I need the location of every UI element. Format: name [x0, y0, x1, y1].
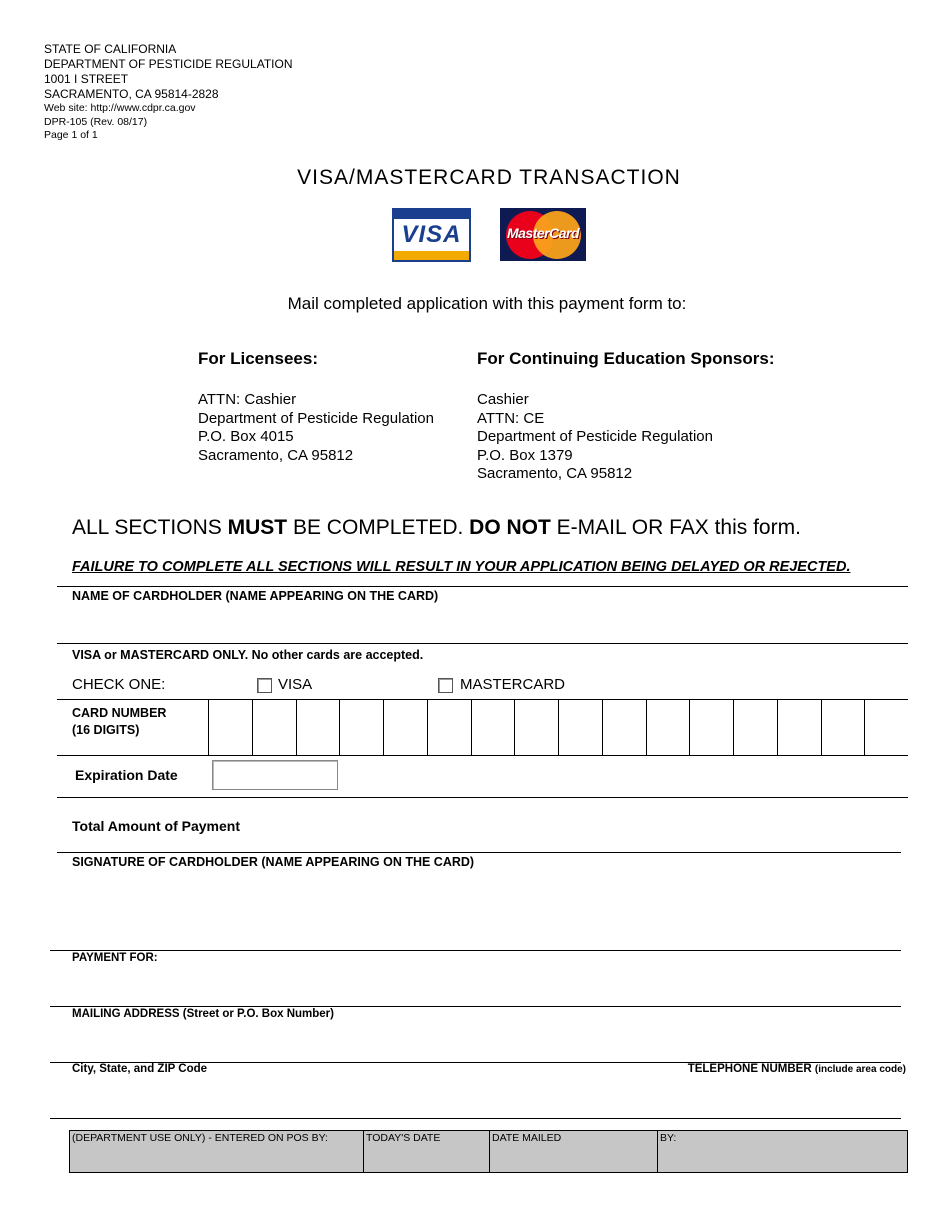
- failure-warning: FAILURE TO COMPLETE ALL SECTIONS WILL RESULT IN YOUR APPLICATION BEING DELAYED OR REJECTED.: [72, 559, 851, 575]
- card-digit-box[interactable]: [428, 699, 472, 755]
- notice-part: E-MAIL OR FAX this form.: [550, 516, 801, 539]
- divider: [57, 797, 908, 798]
- header-website: Web site: http://www.cdpr.ca.gov: [44, 102, 196, 114]
- card-number-label-line: (16 DIGITS): [72, 723, 140, 737]
- card-digit-box[interactable]: [297, 699, 341, 755]
- card-digit-box[interactable]: [778, 699, 822, 755]
- payment-for-field[interactable]: [50, 968, 901, 1005]
- address-line: Sacramento, CA 95812: [198, 446, 354, 464]
- header-line: SACRAMENTO, CA 95814-2828: [44, 87, 219, 101]
- card-digit-box[interactable]: [559, 699, 603, 755]
- licensees-address: [198, 391, 434, 465]
- mastercard-logo: [500, 208, 586, 261]
- card-digit-box[interactable]: [209, 699, 253, 755]
- sponsors-heading: For Continuing Education Sponsors:: [477, 349, 775, 368]
- licensees-heading: For Licensees:: [198, 349, 318, 368]
- card-digit-box[interactable]: [822, 699, 866, 755]
- address-line: P.O. Box 1379: [477, 446, 573, 464]
- divider: [57, 852, 901, 853]
- header-line: DEPARTMENT OF PESTICIDE REGULATION: [44, 57, 293, 71]
- completion-notice: [72, 516, 801, 540]
- sponsors-address: [477, 391, 713, 484]
- card-digit-box[interactable]: [253, 699, 297, 755]
- department-use-table: [69, 1130, 908, 1173]
- visa-logo-top-band: [394, 210, 469, 219]
- address-line: P.O. Box 4015: [198, 428, 294, 445]
- divider: [57, 755, 908, 756]
- address-line: ATTN: Cashier: [198, 391, 297, 408]
- cardholder-name-field[interactable]: [57, 604, 908, 642]
- header-line: STATE OF CALIFORNIA: [44, 42, 177, 56]
- card-type-note: VISA or MASTERCARD ONLY. No other cards are accepted.: [72, 648, 424, 662]
- signature-field[interactable]: [50, 872, 901, 949]
- payment-for-label: PAYMENT FOR:: [72, 952, 158, 964]
- notice-do-not: DO NOT: [469, 516, 551, 539]
- header-line: 1001 I STREET: [44, 72, 129, 86]
- expiration-date-label: Expiration Date: [75, 767, 178, 783]
- telephone-label-note: (include area code): [814, 1064, 906, 1075]
- header-form-number: DPR-105 (Rev. 08/17): [44, 115, 148, 128]
- dept-date-mailed-cell: DATE MAILED: [490, 1131, 658, 1172]
- form-title: VISA/MASTERCARD TRANSACTION: [297, 166, 681, 189]
- expiration-date-input[interactable]: [212, 760, 338, 790]
- notice-part: BE COMPLETED.: [287, 516, 470, 539]
- mastercard-option-label: MASTERCARD: [460, 676, 566, 693]
- notice-must: MUST: [227, 516, 288, 539]
- mastercard-checkbox[interactable]: [438, 678, 453, 693]
- city-telephone-field[interactable]: [50, 1079, 901, 1117]
- visa-logo-bottom-band: [394, 251, 469, 260]
- dept-by-cell: BY:: [660, 1132, 677, 1144]
- mailing-address-label: MAILING ADDRESS (Street or P.O. Box Number): [72, 1008, 334, 1020]
- mastercard-logo-text: MasterCard: [506, 225, 580, 241]
- visa-checkbox[interactable]: [257, 678, 272, 693]
- divider: [50, 950, 901, 951]
- mail-instruction: Mail completed application with this payment form to:: [287, 294, 687, 313]
- header-page-number: Page 1 of 1: [44, 129, 98, 141]
- card-digit-box[interactable]: [865, 699, 908, 755]
- card-digit-box[interactable]: [690, 699, 734, 755]
- telephone-label-text: TELEPHONE NUMBER: [687, 1063, 812, 1075]
- card-number-label: [72, 705, 166, 739]
- card-number-grid: [208, 699, 908, 755]
- card-digit-box[interactable]: [734, 699, 778, 755]
- address-line: Cashier: [477, 391, 529, 408]
- address-line: Department of Pesticide Regulation: [477, 428, 713, 445]
- mailing-address-field[interactable]: [50, 1024, 901, 1061]
- address-line: Sacramento, CA 95812: [477, 465, 633, 482]
- card-number-label-line: CARD NUMBER: [72, 706, 167, 720]
- card-digit-box[interactable]: [340, 699, 384, 755]
- visa-option-label: VISA: [278, 676, 313, 693]
- agency-header: [44, 42, 292, 143]
- visa-logo: [392, 208, 471, 262]
- card-digit-box[interactable]: [603, 699, 647, 755]
- divider: [50, 1118, 901, 1119]
- divider: [57, 586, 908, 587]
- cardholder-name-label: NAME OF CARDHOLDER (NAME APPEARING ON THE CARD): [72, 589, 439, 603]
- card-digit-box[interactable]: [384, 699, 428, 755]
- notice-part: ALL SECTIONS: [72, 516, 228, 539]
- address-line: Department of Pesticide Regulation: [198, 409, 434, 427]
- divider: [57, 643, 908, 644]
- card-digit-box[interactable]: [472, 699, 516, 755]
- divider: [50, 1006, 901, 1007]
- check-one-label: CHECK ONE:: [72, 676, 166, 693]
- address-line: ATTN: CE: [477, 409, 545, 427]
- dept-entered-on-pos-cell: (DEPARTMENT USE ONLY) - ENTERED ON POS BY:: [70, 1131, 364, 1172]
- visa-logo-text: VISA: [401, 221, 462, 248]
- card-digit-box[interactable]: [647, 699, 691, 755]
- total-amount-label: Total Amount of Payment: [72, 818, 240, 834]
- total-amount-field[interactable]: [57, 836, 901, 851]
- dept-todays-date-cell: TODAY'S DATE: [364, 1131, 490, 1172]
- signature-label: SIGNATURE OF CARDHOLDER (NAME APPEARING ON THE CARD): [72, 855, 475, 869]
- telephone-label: [688, 1063, 906, 1075]
- card-digit-box[interactable]: [515, 699, 559, 755]
- city-state-zip-label: City, State, and ZIP Code: [72, 1063, 208, 1075]
